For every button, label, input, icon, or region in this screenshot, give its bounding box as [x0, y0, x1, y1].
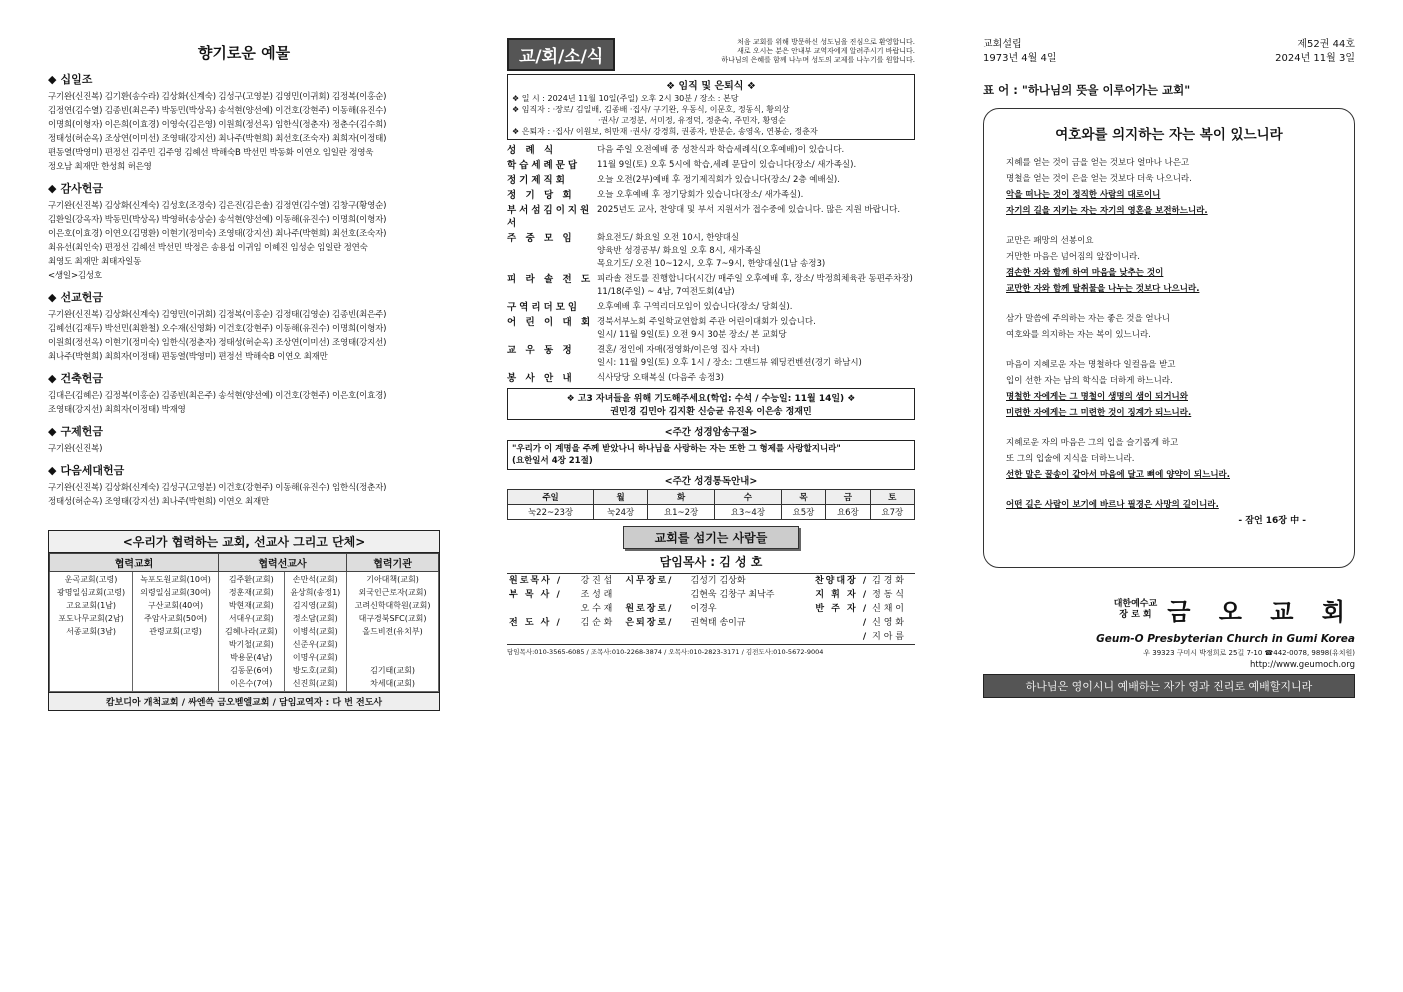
- prayer-names: 권민경 김민아 김지환 신승균 유진옥 이은송 정재민: [610, 407, 812, 417]
- issue-row-2: [983, 52, 1355, 66]
- proverbs-line: 마음이 지혜로운 자는 명철하다 일컬음을 받고: [1006, 360, 1176, 370]
- proverbs-text: [1002, 155, 1336, 513]
- offering-heading-label: 건축헌금: [60, 372, 103, 385]
- partner-org: 김기태(교회): [370, 666, 415, 675]
- news-label: 주 중 모 임: [507, 233, 575, 244]
- news-label: 어 린 이 대 회: [507, 317, 594, 328]
- established-date: 1973년 4월 4일: [983, 53, 1057, 64]
- news-text: 화요전도/ 화요일 오전 10시, 한양대실 양육반 성경공부/ 화요일 오후 8시, 새가족실 목요기도/ 오전 10~12시, 오후 7~9시, 한양대실(1남 송정3): [597, 233, 826, 269]
- news-title: 교/회/소/식: [507, 38, 615, 71]
- staff-name: [579, 630, 624, 645]
- offering-section: [48, 462, 440, 509]
- offering-names: 구기완(신진복): [48, 444, 103, 454]
- news-item: [507, 144, 915, 157]
- proverbs-title: 여호와를 의지하는 자는 복이 있느니라: [1055, 127, 1283, 143]
- partner-missionary: 방도호(교회): [292, 666, 338, 675]
- issue-date: 2024년 11월 3일: [1275, 53, 1355, 64]
- partner-missionary: 박현재(교회): [228, 601, 274, 610]
- church-identity: [983, 592, 1355, 627]
- staff-role: [507, 630, 579, 645]
- intro-line: 새로 오시는 분은 안내부 교역자에게 알려주시기 바랍니다.: [737, 47, 915, 55]
- offering-heading-label: 다음세대헌금: [60, 464, 125, 477]
- news-column: [507, 38, 915, 656]
- offering-heading-label: 선교헌금: [60, 291, 103, 304]
- partner-org: 기아대책(교회): [366, 575, 419, 584]
- staff-name: 김성기 김상화: [690, 576, 746, 586]
- offering-section: [48, 180, 440, 283]
- staff-name: 지 아 름: [872, 632, 904, 642]
- partner-missionary: 정훈재(교회): [228, 588, 274, 597]
- partner-missionary: 신준우(교회): [292, 640, 338, 649]
- reading-chapter: 눅22~23장: [508, 505, 594, 520]
- offering-heading: [48, 370, 440, 386]
- news-label: 정 기 당 회: [507, 190, 575, 201]
- diamond-icon: ◆: [48, 372, 57, 385]
- diamond-icon: ◆: [48, 425, 57, 438]
- partners-header-orgs: 협력기관: [347, 554, 439, 572]
- partner-missionary: 윤상희(송정1): [290, 588, 341, 597]
- proverbs-line: 삼가 말씀에 주의하는 자는 좋은 것을 얻나니: [1006, 314, 1171, 324]
- serve-title: 교회를 섬기는 사람들: [623, 526, 799, 549]
- proverbs-line: 입이 선한 자는 남의 학식을 더하게 하느니라.: [1006, 376, 1173, 386]
- news-label: 성 례 식: [507, 145, 557, 156]
- prayer-title: ❖ 고3 자녀들을 위해 기도해주세요(학업: 수석 / 수능일: 11월 14일) ❖: [566, 394, 856, 404]
- partner-org: 외국인근로자(교회): [358, 588, 427, 597]
- offering-heading-label: 감사헌금: [60, 182, 103, 195]
- proverbs-line: 교만한 자와 함께 탈취물을 나누는 것보다 나으니라.: [1006, 284, 1200, 294]
- news-label: 학습세례문답: [507, 160, 581, 171]
- staff-name: 김 경 화: [872, 576, 904, 586]
- staff-name: 조 성 래: [580, 590, 613, 600]
- news-item: [507, 273, 915, 299]
- proverbs-line: 선한 말은 꿀송이 같아서 마음에 달고 뼈에 양약이 되느니라.: [1006, 470, 1230, 480]
- partner-missionary: 손만석(교회): [292, 575, 338, 584]
- issue-row-1: [983, 38, 1355, 52]
- proverbs-line: 어떤 길은 사람이 보기에 바르나 필경은 사망의 길이니라.: [1006, 500, 1219, 510]
- ordination-title: ❖ 임직 및 은퇴식 ❖: [666, 81, 756, 92]
- partner-churches-b: [133, 572, 219, 692]
- church-motto: 표 어 : "하나님의 뜻을 이루어가는 교회": [983, 83, 1191, 97]
- worship-banner: 하나님은 영이시니 예배하는 자가 영과 진리로 예배할지니라: [983, 674, 1355, 698]
- staff-role: 반 주 자 /: [815, 604, 869, 614]
- reading-chapter: 요7장: [870, 505, 914, 520]
- staff-name: 신 영 화: [872, 618, 904, 628]
- partners-title: <우리가 협력하는 교회, 선교사 그리고 단체>: [49, 531, 439, 553]
- denomination-line: 장 로 회: [1119, 609, 1152, 620]
- denomination-line: 대한예수교: [1113, 598, 1158, 609]
- news-text: 피라솔 전도를 진행합니다(시간/ 매주일 오후예배 후, 장소/ 박정희체육관 동편주차장) 11/18(주일) ~ 4남, 7여전도회(4남): [597, 274, 913, 297]
- staff-name: 신 채 이: [872, 604, 904, 614]
- staff-row: [507, 588, 915, 602]
- partner-missionary: 김지영(교회): [292, 601, 338, 610]
- partner-missionary: 서대우(교회): [228, 614, 274, 623]
- staff-role: 전 도 사 /: [509, 618, 562, 628]
- senior-pastor: 담임목사 : 김 성 호: [659, 555, 763, 569]
- reading-title: <주간 성경통독안내>: [664, 476, 758, 487]
- partner-churches-a: [50, 572, 133, 692]
- offering-section: [48, 423, 440, 456]
- proverbs-line: 자기의 길을 지키는 자는 자기의 영혼을 보전하느니라.: [1006, 206, 1208, 216]
- offering-names: 구기완(신진복) 김상화(신계숙) 김영민(이귀회) 김정복(이홍순) 김정태(김영순) 김종빈(최은주) 김혜선(김재두) 박선민(최환철) 오수재(신영화) 이건호(강현주) 이동해(유진수) 이명희(이형자) 이원희(정선옥) 이현기(정미숙) 임한식(정춘자) 정태성(허순옥) 조상연(이미선) 조영태(강지선) 최나주(박현희) 최희자(이정태) 편동열(박영미) 편정선 박해숙B 이연오 최재만: [48, 310, 387, 362]
- staff-role: /: [862, 618, 869, 628]
- partner-church: 구산교회(40여): [148, 601, 204, 610]
- verse-line: (요한일서 4장 21절): [512, 456, 593, 466]
- partner-missionary: 박용문(4남): [230, 653, 273, 662]
- news-label: 정기제직회: [507, 175, 568, 186]
- diamond-icon: ◆: [48, 291, 57, 304]
- diamond-icon: ◆: [48, 464, 57, 477]
- partner-missionary: 김주환(교회): [228, 575, 274, 584]
- news-text: 다음 주일 오전예배 중 성찬식과 학습세례식(오후예배)이 있습니다.: [597, 145, 845, 155]
- intro-line: 처음 교회를 위해 방문하신 성도님을 진심으로 환영합니다.: [737, 38, 915, 46]
- staff-row: [507, 574, 915, 589]
- partner-missionaries-b: [284, 572, 347, 692]
- church-url[interactable]: http://www.geumoch.org: [1249, 660, 1355, 670]
- offering-names: 김대은(김혜은) 김정복(이홍순) 김종빈(최은주) 송석현(양선예) 이건호(강현주) 이은호(이효경) 조영태(강지선) 최희자(이정태) 박재영: [48, 391, 387, 415]
- ordination-line: ❖ 임직자 : ·장로/ 김일배, 김종배 ·집사/ 구기완, 우동식, 이문호, 정동식, 황의상: [512, 105, 790, 114]
- staff-name: 정 동 식: [872, 590, 904, 600]
- offering-sections: [48, 71, 440, 509]
- diamond-icon: ◆: [48, 182, 57, 195]
- prayer-box: [507, 388, 915, 420]
- partner-org: 올드비전(유치부): [362, 627, 423, 636]
- intro-line: 하나님의 은혜를 함께 나누며 성도의 교제를 나누기를 원합니다.: [721, 56, 915, 64]
- issue-number: 제52권 44호: [1297, 39, 1355, 50]
- news-item: [507, 204, 915, 230]
- reading-chapter: 요1~2장: [648, 505, 715, 520]
- staff-table: [507, 573, 915, 645]
- offering-names: 구기완(신진복) 김상화(신계숙) 김성구(고영분) 이건호(강현주) 이동해(유진수) 임한식(정춘자) 정태성(허순옥) 조영태(강지선) 최나주(박현희) 이연오 최재만: [48, 483, 387, 507]
- reading-chapter: 요6장: [826, 505, 870, 520]
- reading-day: 월: [594, 490, 648, 505]
- staff-name: 오 수 재: [580, 604, 613, 614]
- proverbs-line: 명철을 얻는 것이 은을 얻는 것보다 더욱 나으니라.: [1006, 174, 1192, 184]
- news-text: 오후예배 후 구역리더모임이 있습니다(장소/ 당회실).: [597, 302, 793, 312]
- proverbs-line: 지혜로운 자의 마음은 그의 입을 슬기롭게 하고: [1006, 438, 1179, 448]
- partner-church: 광명일심교회(고령): [57, 588, 126, 597]
- partners-header-churches: 협력교회: [50, 554, 219, 572]
- offering-section: [48, 71, 440, 174]
- reading-chapter: 요5장: [781, 505, 825, 520]
- proverbs-line: 악을 떠나는 것이 정직한 사람의 대로이니: [1006, 190, 1161, 200]
- reading-day: 수: [714, 490, 781, 505]
- partner-missionary: 이병석(교회): [292, 627, 338, 636]
- news-item: [507, 189, 915, 202]
- partners-box: [48, 530, 440, 711]
- memory-verse: [507, 440, 915, 470]
- partner-missionary: 이은수(7여): [230, 679, 273, 688]
- staff-name: 김현욱 김창구 최낙주: [690, 590, 775, 600]
- offering-section: [48, 370, 440, 417]
- offering-section: [48, 289, 440, 364]
- offering-column: [48, 38, 440, 708]
- news-text: 11월 9일(토) 오후 5시에 학습,세례 문답이 있습니다(장소/ 새가족실).: [597, 160, 857, 170]
- staff-role: 시무장로/: [625, 576, 674, 586]
- proverbs-line: 미련한 자에게는 그 미련한 것이 징계가 되느니라.: [1006, 408, 1192, 418]
- verse-line: "우리가 이 계명을 주께 받았나니 하나님을 사랑하는 자는 또한 그 형제를 사랑할지니라": [512, 444, 841, 454]
- cover-column: [983, 38, 1355, 698]
- offering-heading: [48, 462, 440, 478]
- offering-heading: [48, 289, 440, 305]
- offering-heading-label: 십일조: [60, 73, 93, 86]
- partner-church: 운곡교회(고령): [64, 575, 118, 584]
- partner-missionary: 정소담(교회): [292, 614, 338, 623]
- news-intro: [623, 38, 915, 65]
- staff-phones: 담임목사:010-3565-6085 / 조목사:010-2268-3874 / 오목사:010-2823-3171 / 김전도사:010-5672-9004: [507, 648, 824, 656]
- partner-missionary: 김동문(6여): [230, 666, 273, 675]
- ordination-line: ❖ 일 시 : 2024년 11월 10일(주일) 오후 2시 30분 / 장소 : 본당: [512, 94, 739, 103]
- staff-role: [623, 630, 688, 645]
- denomination: [1114, 599, 1157, 621]
- offering-names: 구기완(신진복) 김상화(신계숙) 김성호(조경숙) 김은진(김은솔) 김정연(김수열) 김창구(황영순) 김환일(강옥자) 박동민(박상옥) 박영하(송상순) 송석현(양선예) 이동해(유진수) 이명희(이형자) 이은호(이효경) 이연오(김명환) 이현기(정미숙) 조영태(강지선) 최나주(박현희) 최선호(조숙자) 최유선(최인숙) 편정선 김혜선 박선민 박정은 송용섭 이귀임 이혜진 임성순 임일란 정연숙 최영도 최재만 최태자일동 <생일>김성호: [48, 201, 387, 281]
- news-item: [507, 232, 915, 271]
- staff-name: 권혁태 송이규: [690, 618, 746, 628]
- proverbs-line: 명철한 자에게는 그 명철이 생명의 샘이 되거니와: [1006, 392, 1188, 402]
- partner-church: 주암사교회(50여): [144, 614, 207, 623]
- news-header: [507, 38, 915, 71]
- partner-missionaries-a: [219, 572, 285, 692]
- partner-orgs: [347, 572, 439, 692]
- offering-heading: [48, 71, 440, 87]
- partner-org: 차세대(교회): [370, 679, 415, 688]
- staff-role: 원로목사 /: [509, 576, 563, 586]
- news-text: 식사당당 오태복실 (다음주 송정3): [597, 373, 724, 383]
- offering-title: 향기로운 예물: [197, 44, 291, 62]
- staff-role: 지 휘 자 /: [815, 590, 869, 600]
- partners-table: [49, 553, 439, 692]
- proverbs-line: 또 그의 입술에 지식을 더하느니라.: [1006, 454, 1135, 464]
- partner-church: 고요교회(1남): [66, 601, 117, 610]
- staff-role: /: [862, 632, 869, 642]
- partner-church: 포도나무교회(2남): [58, 614, 124, 623]
- reading-chapter: 요3~4장: [714, 505, 781, 520]
- offering-heading: [48, 180, 440, 196]
- news-text: 오늘 오후예배 후 정기당회가 있습니다(장소/ 새가족실).: [597, 190, 804, 200]
- proverbs-line: 거만한 마음은 넘어짐의 앞잡이니라.: [1006, 252, 1140, 262]
- staff-role: 원로장로/: [625, 604, 674, 614]
- reading-day: 금: [826, 490, 870, 505]
- news-label: 부서섬김이지원서: [507, 205, 593, 229]
- partner-church: 의령일심교회(30여): [140, 588, 211, 597]
- staff-name: [689, 630, 799, 645]
- proverbs-reference: - 잠언 16장 中 -: [1238, 516, 1306, 526]
- news-item: [507, 301, 915, 314]
- news-text: 경북서부노회 주일학교연합회 주관 어린이대회가 있습니다. 일시/ 11월 9일(토) 오전 9시 30분 장소/ 본 교회당: [597, 317, 816, 340]
- reading-chapter: 눅24장: [594, 505, 648, 520]
- ordination-box: [507, 74, 915, 140]
- staff-role: 부 목 사 /: [509, 590, 562, 600]
- offering-names: 구기완(신진복) 김기환(송수라) 김상화(신계숙) 김성구(고영분) 김영민(이귀회) 김정복(이홍순) 김정연(김수열) 김종빈(최은주) 박동민(박상옥) 송석현(양선예) 이건호(강현주) 이동해(유진수) 이명희(이형자) 이은희(이효경) 이영숙(김은영) 이원희(정선옥) 임한식(정춘자) 정춘수(김수희) 정태성(허순옥) 조상연(이미선) 조영태(강지선) 최나주(박현희) 최선호(조숙자) 최희자(이정태) 편동열(박영미) 편정선 김주민 김주영 김혜선 박해숙B 박선민 박동화 이연오 임일란 정영욱 정오남 최재만 한성희 허은영: [48, 92, 387, 172]
- reading-day: 화: [648, 490, 715, 505]
- reading-day: 목: [781, 490, 825, 505]
- proverbs-line: 여호와를 의지하는 자는 복이 있느니라.: [1006, 330, 1151, 340]
- partner-missionary: 김혜나라(교회): [224, 627, 278, 636]
- news-list: [507, 144, 915, 385]
- news-item: [507, 372, 915, 385]
- partner-org: [349, 638, 436, 651]
- offering-heading-label: 구제헌금: [60, 425, 103, 438]
- diamond-icon: ◆: [48, 73, 57, 86]
- partner-missionary: 이명우(교회): [292, 653, 338, 662]
- partner-missionary: 박기철(교회): [228, 640, 274, 649]
- reading-day: 주일: [508, 490, 594, 505]
- staff-row: [507, 616, 915, 630]
- staff-role: [623, 588, 688, 602]
- partner-org: 대구경북SFC(교회): [358, 614, 427, 623]
- partner-org: 고려신학대학원(교회): [354, 601, 431, 610]
- news-item: [507, 316, 915, 342]
- ordination-line: ❖ 은퇴자 : ·집사/ 이원보, 허만재 ·권사/ 강경희, 권종자, 반분순, 송영옥, 연봉순, 정춘자: [512, 127, 818, 136]
- partner-church: 관령교회(고령): [149, 627, 202, 636]
- staff-role: 은퇴장로/: [625, 618, 674, 628]
- proverbs-line: 지혜를 얻는 것이 금을 얻는 것보다 얼마나 나은고: [1006, 158, 1190, 168]
- staff-row: [507, 630, 915, 645]
- proverbs-box: [983, 108, 1355, 568]
- news-text: 오늘 오전(2부)예배 후 정기제직회가 있습니다(장소/ 2층 예배실).: [597, 175, 840, 185]
- church-name: 금 오 교 회: [1167, 598, 1355, 626]
- church-address: 우 39323 구미시 박정희로 25길 7-10 ☎442-0078, 9898(유치원): [1143, 649, 1355, 657]
- reading-day: 토: [870, 490, 914, 505]
- staff-role: 찬양대장 /: [814, 576, 869, 586]
- ordination-line: ·권사/ 고정분, 서미정, 유정덕, 정춘숙, 주민자, 황영순: [598, 116, 786, 125]
- staff-name: 이경우: [690, 604, 717, 614]
- news-item: [507, 344, 915, 370]
- news-label: 교 우 동 정: [507, 345, 575, 356]
- proverbs-line: 교만은 패망의 선봉이요: [1006, 236, 1094, 246]
- news-text: 2025년도 교사, 찬양대 및 부서 지원서가 접수중에 있습니다. 많은 지원 바랍니다.: [597, 205, 901, 215]
- partners-header-missionaries: 협력선교사: [219, 554, 347, 572]
- staff-name: 김 순 화: [580, 618, 613, 628]
- established-label: 교회설립: [983, 39, 1022, 50]
- partner-church: 녹포도원교회(10여): [140, 575, 211, 584]
- staff-row: [507, 602, 915, 616]
- church-english-name: Geum-O Presbyterian Church in Gumi Korea: [1096, 633, 1355, 645]
- news-item: [507, 159, 915, 172]
- news-label: 피 라 솔 전 도: [507, 274, 594, 285]
- news-label: 봉 사 안 내: [507, 373, 575, 384]
- news-label: 구역리더모임: [507, 302, 581, 313]
- offering-heading: [48, 423, 440, 439]
- verse-title: <주간 성경암송구절>: [664, 427, 758, 438]
- partner-missionary: 신진희(교회): [292, 679, 338, 688]
- proverbs-line: 겸손한 자와 함께 하여 마음을 낮추는 것이: [1006, 268, 1164, 278]
- reading-table: [507, 489, 915, 520]
- staff-name: 강 진 섭: [580, 576, 613, 586]
- partner-org: [349, 651, 436, 664]
- news-text: 결혼/ 정인에 자매(정영화/이은영 집사 자녀) 일시: 11월 9일(토) 오후 1시 / 장소: 그랜드뷰 웨딩컨벤션(경기 하남시): [597, 345, 862, 368]
- news-item: [507, 174, 915, 187]
- partner-church: 서종교회(3남): [66, 627, 117, 636]
- staff-role: [507, 602, 579, 616]
- partners-footer: 캄보디아 개척교회 / 싸엔쓱 금오벧엘교회 / 담임교역자 : 다 번 전도사: [49, 692, 439, 710]
